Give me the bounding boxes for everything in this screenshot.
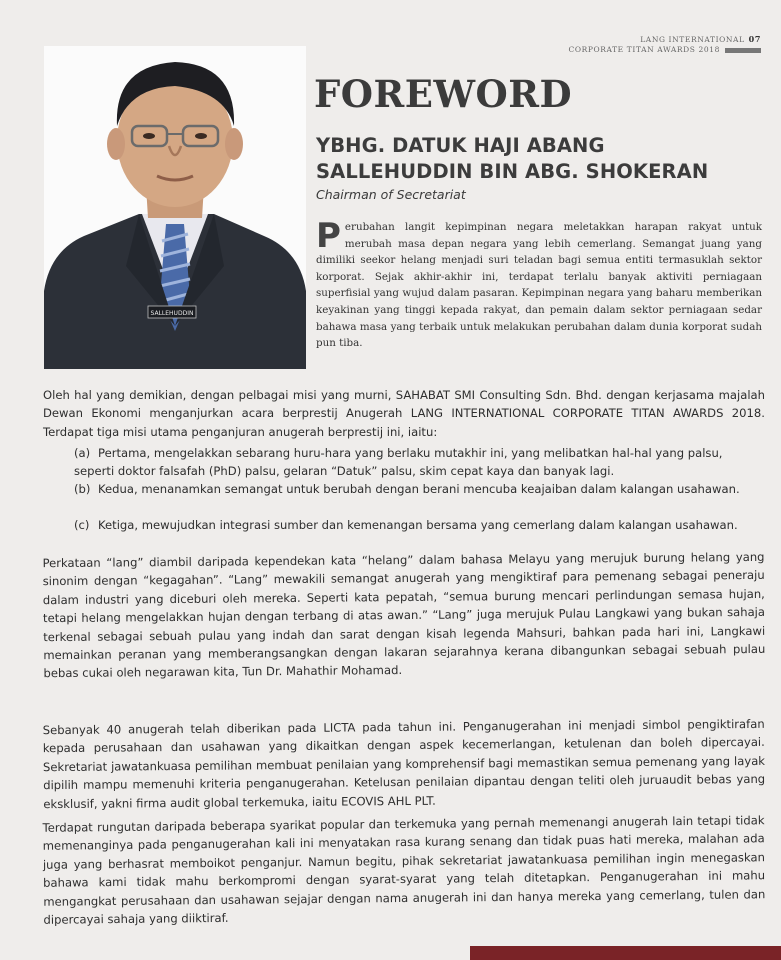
paragraph-2: Perkataan “lang” diambil daripada kependekan kata “helang” dalam bahasa Melayu yang merujuk burung helang yang sinonim dengan “kegagahan”. “Lang” mewakili semangat anugerah yang mengiktiraf para pemenang sebagai peneraju dalam industri yang diceburi oleh mereka. Seperti kata pepatah, “semua burung mencari perlindungan semasa hujan, tetapi helang mengelakkan hujan dengan terbang di atas awan.” “Lang” juga merujuk Pulau Langkawi yang bukan sahaja terkenal sebagai sebuah pulau yang indah dan sarat dengan kisah legenda Mahsuri, bahkan pada hari ini, Langkawi memainkan peranan yang memberangsangkan dengan lakaran sejarahnya kerana dibangunkan sebagai sebuah pulau bebas cukai oleh negarawan kita, Tun Dr. Mahathir Mohamad. (42, 549, 766, 681)
drop-cap: P (316, 216, 341, 256)
paragraph-4: Terdapat rungutan daripada beberapa syarikat popular dan terkemuka yang pernah memenangi anugerah lain tetapi tidak memenanginya pada penganugerahan kali ini menyatakan rasa kurang senang dan tidak puas hati mereka, malahan ada juga yang berhasrat memboikot penganjur. Namun begitu, pihak sekretariat jawatankuasa pemilihan ingin menegaskan bahawa kami tidak mahu berkompromi dengan syarat-syarat yang telah ditetapkan. Penganugerahan ini mahu mengangkat perusahaan dan usahawan sejajar dengan nama anugerah ini dan hanya mereka yang cemerlang, tulen dan dipercayai sahaja yang diiktiraf. (42, 813, 766, 927)
publication-name: LANG INTERNATIONAL (640, 35, 745, 44)
page-number: 07 (748, 34, 761, 44)
paragraph-1: Oleh hal yang demikian, dengan pelbagai misi yang murni, SAHABAT SMI Consulting Sdn. Bhd. dengan kerjasama majalah Dewan Ekonomi menganjurkan acara berprestij Anugerah LANG INTERNATIONAL CORPORATE TITAN AWARDS 2018. Terdapat tiga misi utama penganjuran anugerah berprestij ini, iaitu: (43, 388, 765, 439)
mission-text: Pertama, mengelakkan sebarang huru-hara yang berlaku mutakhir ini, yang melibatkan hal-hal yang palsu, seperti doktor falsafah (PhD) palsu, gelaran “Datuk” palsu, skim cepat kaya dan banyak lagi. (74, 446, 723, 479)
mission-item (74, 480, 766, 498)
chairman-name (316, 133, 756, 185)
mission-label: (b) (74, 482, 91, 496)
paragraph-3: Sebanyak 40 anugerah telah diberikan pada LICTA pada tahun ini. Penganugerahan ini menjadi simbol pengiktirafan kepada perusahaan dan usahawan yang dikaitkan dengan aspek kecemerlangan, ketulenan dan boleh dipercayai. Sekretariat jawatankuasa pemilihan membuat penilaian yang komprehensif bagi memastikan semua pemenang yang layak dipilih mampu memenuhi kriteria penganugerahan. Ketelusan penilaian dipantau dengan teliti oleh juruaudit bebas yang eksklusif, yakni firma audit global terkemuka, iaitu ECOVIS AHL PLT. (42, 716, 766, 811)
publication-subtitle: CORPORATE TITAN AWARDS 2018 (568, 45, 720, 54)
mission-text: Kedua, menanamkan semangat untuk berubah dengan berani mencuba keajaiban dalam kalangan usahawan. (98, 482, 740, 496)
chairman-name-line-2: SALLEHUDDIN BIN ABG. SHOKERAN (316, 160, 709, 183)
page-header (569, 34, 762, 55)
mission-item (74, 516, 766, 534)
mission-label: (c) (74, 518, 90, 532)
intro-paragraph (316, 216, 762, 352)
header-bar (725, 48, 761, 53)
intro-text: erubahan langit kepimpinan negara meletakkan harapan rakyat untuk merubah masa depan negara yang lebih cemerlang. Semangat juang yang dimiliki seekor helang menjadi suri teladan bagi semua entiti termasuklah sektor korporat. Sejak akhir-akhir ini, terdapat terlalu banyak aktiviti perniagaan superfisial yang wujud dalam pasaran. Kepimpinan negara yang baharu memberikan keyakinan yang tinggi kepada rakyat, dan pemain dalam sektor perniagaan sedar bahawa masa yang terbaik untuk melakukan perubahan dalam dunia korporat sudah pun tiba. (316, 221, 762, 350)
chairman-name-line-1: YBHG. DATUK HAJI ABANG (316, 134, 605, 157)
mission-label: (a) (74, 446, 91, 460)
name-tag: SALLEHUDDIN (150, 310, 194, 317)
chairman-portrait (44, 46, 306, 369)
page-title: FOREWORD (314, 72, 573, 116)
chairman-role: Chairman of Secretariat (316, 187, 466, 202)
bottom-accent-bar (470, 946, 781, 960)
mission-item (74, 444, 766, 481)
mission-text: Ketiga, mewujudkan integrasi sumber dan kemenangan bersama yang cemerlang dalam kalangan usahawan. (98, 518, 738, 532)
